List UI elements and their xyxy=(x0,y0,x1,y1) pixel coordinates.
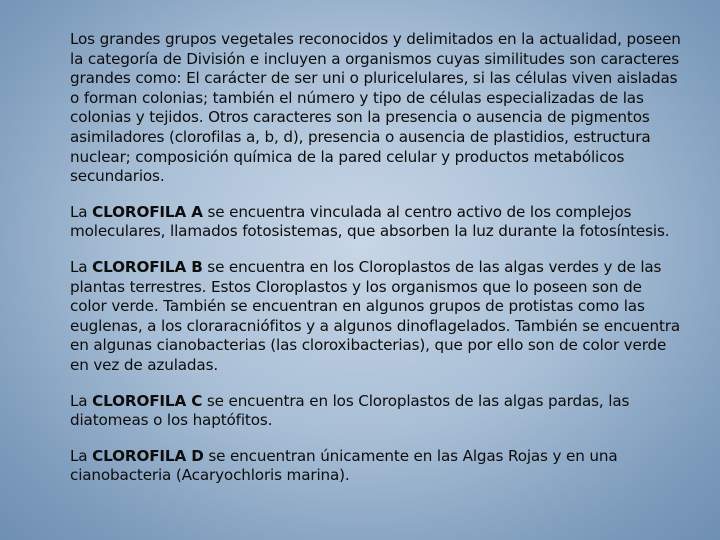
clorofila-c-prefix: La xyxy=(70,391,93,410)
clorofila-d-paragraph xyxy=(70,447,682,486)
clorofila-d-term: CLOROFILA D xyxy=(92,446,204,465)
clorofila-b-term: CLOROFILA B xyxy=(92,257,203,276)
intro-text: Los grandes grupos vegetales reconocidos y delimitados en la actualidad, poseen la categoría de División e incluyen a organismos cuyas similitudes son caracteres grandes como: El carácter de ser uni o pluricelulares, si las células viven aisladas o forman colonias; también el número y tipo de células especializadas de las colonias y tejidos. Otros caracteres son la presencia o ausencia de pigmentos asimiladores (clorofilas a, b, d), presencia o ausencia de plastidios, estructura nuclear; composición química de la pared celular y productos metabólicos secundarios. xyxy=(70,30,681,186)
clorofila-a-text: se encuentra vinculada al centro activo de los complejos moleculares, llamados fotosistemas, que absorben la luz durante la fotosíntesis. xyxy=(70,202,670,241)
clorofila-c-term: CLOROFILA C xyxy=(92,391,203,410)
clorofila-a-paragraph xyxy=(70,203,682,242)
clorofila-c-text: se encuentra en los Cloroplastos de las algas pardas, las diatomeas o los haptófitos. xyxy=(70,391,630,430)
clorofila-a-prefix: La xyxy=(70,202,93,221)
intro-paragraph xyxy=(70,30,682,187)
clorofila-b-prefix: La xyxy=(70,257,93,276)
clorofila-d-text: se encuentran únicamente en las Algas Rojas y en una cianobacteria (Acaryochloris marina). xyxy=(70,446,618,485)
slide-body xyxy=(70,30,682,502)
clorofila-c-paragraph xyxy=(70,392,682,431)
clorofila-a-term: CLOROFILA A xyxy=(92,202,203,221)
clorofila-b-text: se encuentra en los Cloroplastos de las algas verdes y de las plantas terrestres. Estos Cloroplastos y los organismos que lo poseen son de color verde. También se encuentran en algunos grupos de protistas como las euglenas, a los cloraracniófitos y a algunos dinoflagelados. También se encuentra en algunas cianobacterias (las cloroxibacterias), que por ello son de color verde en vez de azuladas. xyxy=(70,257,681,374)
clorofila-b-paragraph xyxy=(70,258,682,376)
clorofila-d-prefix: La xyxy=(70,446,93,465)
